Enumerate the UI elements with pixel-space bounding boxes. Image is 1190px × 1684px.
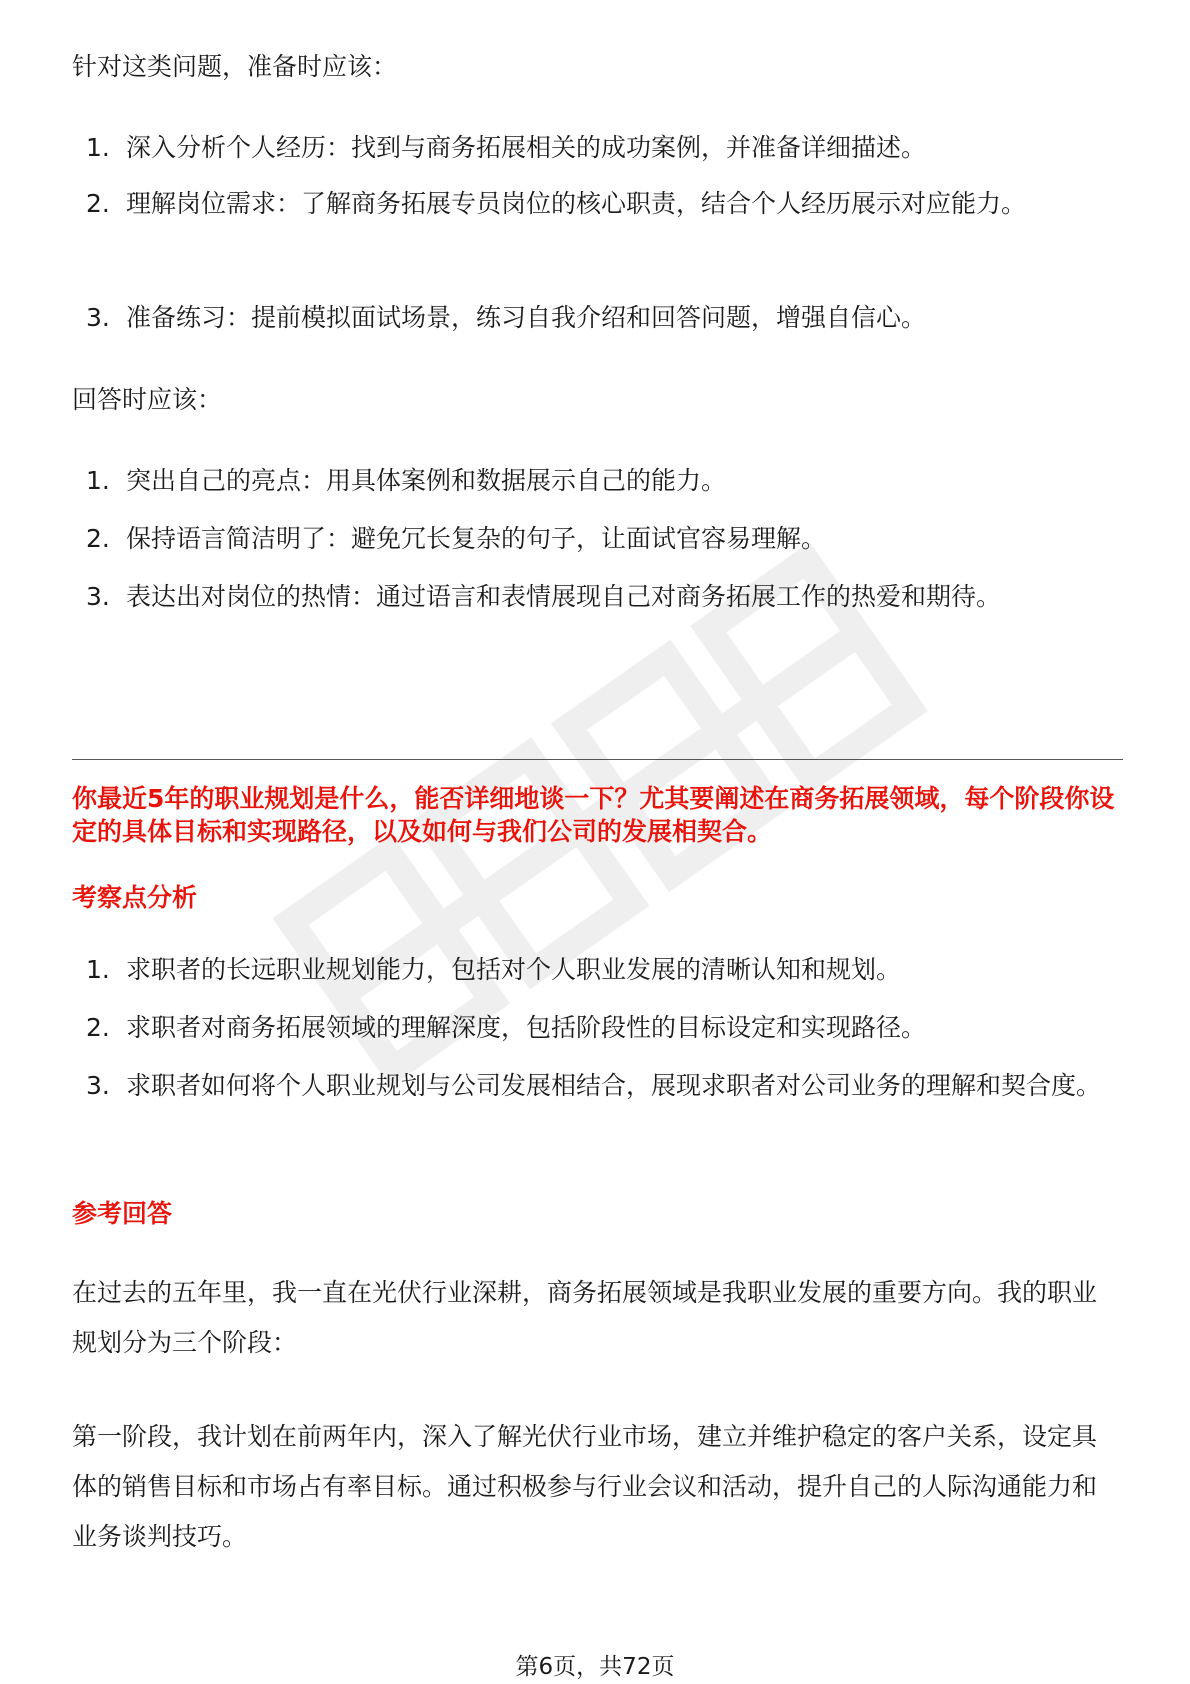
page-footer: 第6页，共72页 bbox=[515, 1654, 675, 1680]
list-text: 深入分析个人经历：找到与商务拓展相关的成功案例，并准备详细描述。 bbox=[126, 133, 927, 162]
list-number: 1. bbox=[86, 133, 110, 162]
interview-question: 你最近5年的职业规划是什么，能否详细地谈一下？尤其要阐述在商务拓展领域，每个阶段你设定的具体目标和实现路径，以及如何与我们公司的发展相契合。 bbox=[72, 784, 1115, 846]
list-number: 2. bbox=[86, 1013, 110, 1042]
list-number: 2. bbox=[86, 189, 110, 218]
list-text: 保持语言简洁明了：避免冗长复杂的句子，让面试官容易理解。 bbox=[126, 524, 827, 553]
list-text: 表达出对岗位的热情：通过语言和表情展现自己对商务拓展工作的热爱和期待。 bbox=[126, 582, 1002, 611]
answer-intro: 回答时应该： bbox=[72, 385, 223, 414]
reference-paragraph: 第一阶段，我计划在前两年内，深入了解光伏行业市场，建立并维护稳定的客户关系，设定具体的销售目标和市场占有率目标。通过积极参与行业会议和活动，提升自己的人际沟通能力和业务谈判技巧。 bbox=[72, 1422, 1098, 1551]
list-text: 求职者对商务拓展领域的理解深度，包括阶段性的目标设定和实现路径。 bbox=[126, 1013, 927, 1042]
list-text: 求职者的长远职业规划能力，包括对个人职业发展的清晰认知和规划。 bbox=[126, 955, 902, 984]
list-number: 3. bbox=[86, 303, 110, 332]
list-number: 1. bbox=[86, 466, 110, 495]
list-text: 准备练习：提前模拟面试场景，练习自我介绍和回答问题，增强自信心。 bbox=[126, 303, 927, 332]
reference-heading: 参考回答 bbox=[72, 1199, 173, 1228]
list-number: 3. bbox=[86, 1071, 110, 1100]
analysis-heading: 考察点分析 bbox=[72, 883, 198, 912]
prep-intro: 针对这类问题，准备时应该： bbox=[72, 52, 398, 81]
list-number: 3. bbox=[86, 582, 110, 611]
reference-paragraph: 在过去的五年里，我一直在光伏行业深耕，商务拓展领域是我职业发展的重要方向。我的职业规划分为三个阶段： bbox=[72, 1278, 1098, 1357]
list-number: 1. bbox=[86, 955, 110, 984]
list-text: 求职者如何将个人职业规划与公司发展相结合，展现求职者对公司业务的理解和契合度。 bbox=[126, 1071, 1102, 1100]
list-text: 理解岗位需求：了解商务拓展专员岗位的核心职责，结合个人经历展示对应能力。 bbox=[126, 189, 1027, 218]
section-divider bbox=[72, 759, 1123, 760]
list-text: 突出自己的亮点：用具体案例和数据展示自己的能力。 bbox=[126, 466, 727, 495]
list-number: 2. bbox=[86, 524, 110, 553]
